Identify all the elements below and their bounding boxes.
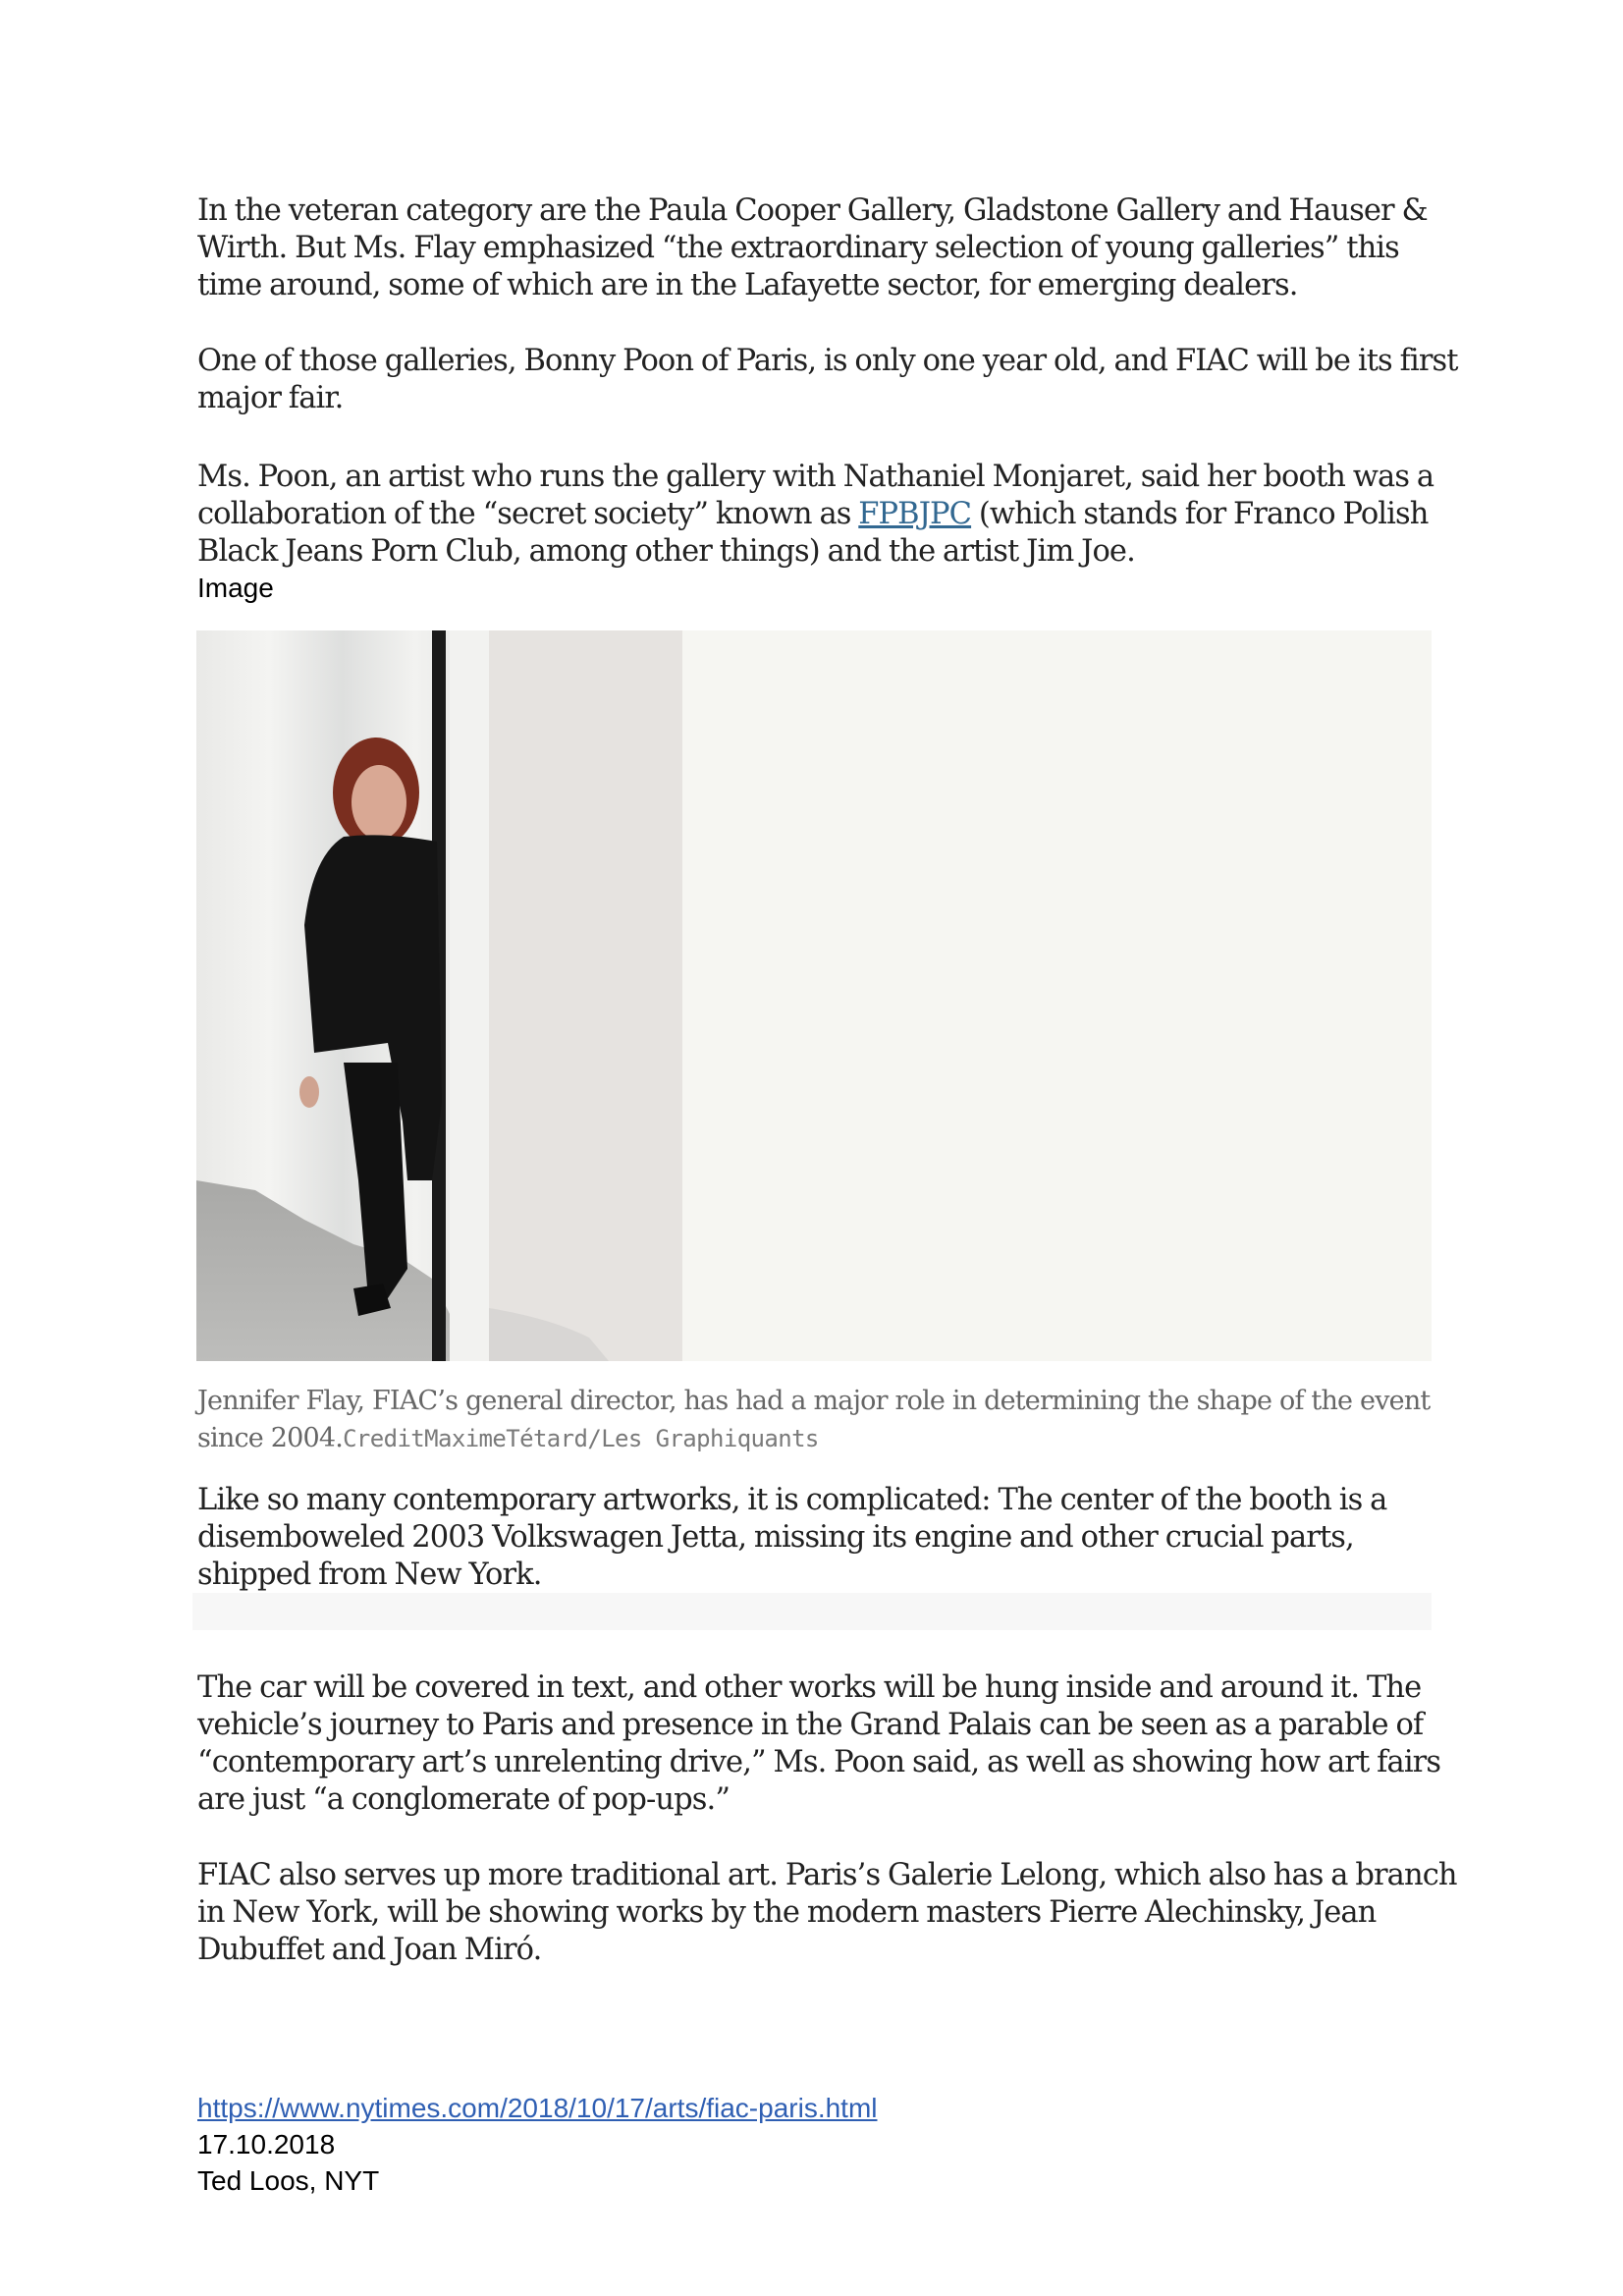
image-caption bbox=[197, 1383, 1464, 1457]
paragraph-text: (which stands for Franco Polish Black Jeans Porn Club, among other things) and the artist Jim Joe. bbox=[197, 497, 1429, 569]
paragraph-bonny-poon: One of those galleries, Bonny Poon of Paris, is only one year old, and FIAC will be its first major fair. bbox=[197, 344, 1458, 415]
author-credit: Ted Loos, NYT bbox=[197, 2165, 380, 2196]
paragraph-complicated: Like so many contemporary artworks, it is complicated: The center of the booth is a disemboweled 2003 Volkswagen Jetta, missing its engine and other crucial parts, shipped from New York. bbox=[197, 1483, 1387, 1592]
paragraph-traditional-art: FIAC also serves up more traditional art. Paris’s Galerie Lelong, which also has a branch in New York, will be showing works by the modern masters Pierre Alechinsky, Jean Dubuffet and Joan Miró. bbox=[197, 1858, 1457, 1967]
portrait-photo bbox=[196, 630, 682, 1361]
source-url-link[interactable]: https://www.nytimes.com/2018/10/17/arts/fiac-paris.html bbox=[197, 2093, 878, 2123]
paragraph-text: Ms. Poon, an artist who runs the gallery with Nathaniel Monjaret, said her booth was a collaboration of the “secret society” known as bbox=[197, 460, 1434, 531]
caption-text: Jennifer Flay, FIAC’s general director, has had a major role in determining the shape of the event since 2004. bbox=[197, 1386, 1431, 1453]
paragraph-veteran-category: In the veteran category are the Paula Cooper Gallery, Gladstone Gallery and Hauser & Wirth. But Ms. Flay emphasized “the extraordinary selection of young galleries” this time around, some of which are in the Lafayette sector, for emerging dealers. bbox=[197, 193, 1428, 302]
article-figure bbox=[196, 630, 1432, 1361]
paragraph-car-covered: The car will be covered in text, and other works will be hung inside and around it. The vehicle’s journey to Paris and presence in the Grand Palais can be seen as a parable of “contemporary art’s unrelenting drive,” Ms. Poon said, as well as showing how art fairs are just “a conglomerate of pop-ups.” bbox=[197, 1670, 1441, 1817]
publication-date: 17.10.2018 bbox=[197, 2129, 336, 2159]
fpbjpc-link[interactable]: FPBJPC bbox=[858, 497, 972, 531]
portrait-photo-illustration bbox=[196, 630, 682, 1361]
paragraph-ms-poon bbox=[197, 459, 1464, 571]
photo-credit: CreditMaximeTétard/Les Graphiquants bbox=[343, 1425, 819, 1452]
image-label: Image bbox=[197, 573, 274, 603]
ad-placeholder bbox=[192, 1593, 1432, 1630]
source-footer bbox=[197, 2090, 878, 2199]
